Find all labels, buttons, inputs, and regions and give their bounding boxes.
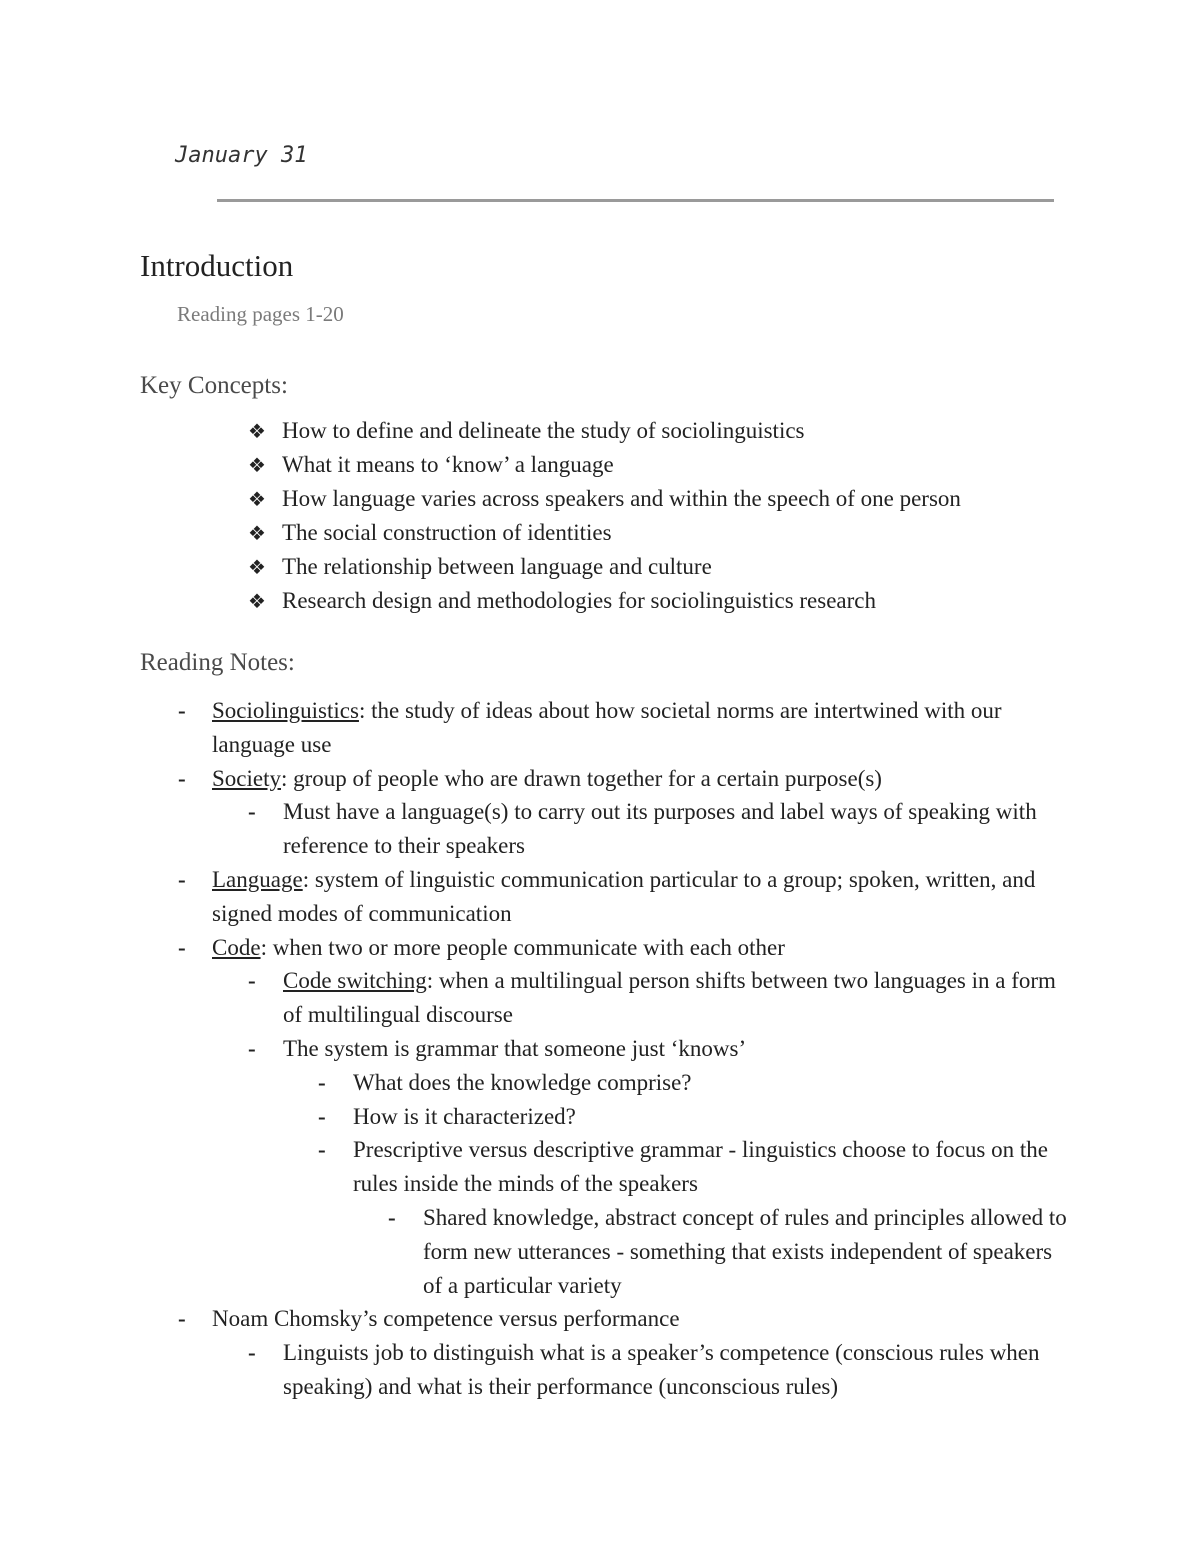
note-item (176, 863, 1076, 931)
note-item (176, 1133, 1076, 1201)
key-concept-item (248, 516, 961, 550)
four-petal-diamond-icon: ❖ (248, 557, 266, 579)
key-concept-text: What it means to ‘know’ a language (282, 452, 614, 477)
note-item (176, 1032, 1076, 1066)
note-item (176, 1066, 1076, 1100)
four-petal-diamond-icon: ❖ (248, 455, 266, 477)
four-petal-diamond-icon: ❖ (248, 421, 266, 443)
reading-notes-heading: Reading Notes: (140, 649, 295, 676)
four-petal-diamond-icon: ❖ (248, 489, 266, 511)
note-item (176, 1336, 1076, 1404)
key-concept-text: How language varies across speakers and within the speech of one person (282, 486, 961, 511)
key-concepts-heading: Key Concepts: (140, 372, 288, 399)
page-subtitle: Reading pages 1-20 (177, 302, 344, 326)
note-text: What does the knowledge comprise? (353, 1069, 692, 1095)
four-petal-diamond-icon: ❖ (248, 591, 266, 613)
note-text: : system of linguistic communication particular to a group; spoken, written, and signed modes of communication (212, 866, 1036, 926)
note-text: How is it characterized? (353, 1103, 576, 1129)
dash-bullet: - (248, 1035, 256, 1061)
dash-bullet: - (178, 934, 186, 960)
note-item (176, 964, 1076, 1032)
note-item (176, 694, 1076, 762)
reading-notes-list (176, 694, 1076, 1404)
dash-bullet: - (178, 698, 186, 723)
dash-bullet: - (178, 1306, 186, 1332)
dash-bullet: - (178, 866, 186, 892)
dash-bullet: - (318, 1137, 326, 1163)
note-term: Code (212, 934, 261, 960)
dash-bullet: - (248, 1340, 256, 1366)
dash-bullet: - (318, 1103, 326, 1129)
note-item (176, 1100, 1076, 1134)
key-concept-item (248, 550, 961, 584)
note-item (176, 931, 1076, 965)
key-concept-text: The relationship between language and culture (282, 554, 712, 579)
note-text: : group of people who are drawn together for a certain purpose(s) (281, 765, 882, 791)
note-text: : when a multilingual person shifts between two languages in a form of multilingual discourse (283, 968, 1056, 1028)
note-item (176, 762, 1076, 796)
key-concept-item (248, 584, 961, 618)
note-text: Shared knowledge, abstract concept of rules and principles allowed to form new utterances - something that exists independent of speakers of a particular variety (423, 1204, 1067, 1298)
note-text: : the study of ideas about how societal norms are intertwined with our language use (212, 698, 1002, 757)
note-text: : when two or more people communicate with each other (260, 934, 785, 960)
dash-bullet: - (248, 799, 256, 825)
date-label: January 31 (175, 143, 308, 168)
key-concept-text: The social construction of identities (282, 520, 612, 545)
note-item (176, 795, 1076, 863)
key-concepts-list (248, 414, 961, 618)
dash-bullet: - (318, 1069, 326, 1095)
note-term: Language (212, 866, 303, 892)
note-item (176, 1302, 1076, 1336)
key-concept-item (248, 482, 961, 516)
page-title: Introduction (140, 248, 294, 283)
note-text: Linguists job to distinguish what is a speaker’s competence (conscious rules when speaking) and what is their performance (unconscious rules) (283, 1340, 1040, 1399)
note-term: Sociolinguistics (212, 698, 359, 723)
note-text: Must have a language(s) to carry out its purposes and label ways of speaking with reference to their speakers (283, 799, 1037, 859)
dash-bullet: - (178, 765, 186, 791)
header-divider (217, 199, 1054, 202)
note-text: Prescriptive versus descriptive grammar - linguistics choose to focus on the rules inside the minds of the speakers (353, 1137, 1048, 1197)
key-concept-text: Research design and methodologies for sociolinguistics research (282, 588, 877, 613)
note-term: Society (212, 765, 281, 791)
dash-bullet: - (248, 968, 256, 994)
key-concept-item (248, 448, 961, 482)
note-item (176, 1201, 1076, 1302)
note-text: The system is grammar that someone just ‘knows’ (283, 1035, 747, 1061)
key-concept-text: How to define and delineate the study of sociolinguistics (282, 418, 805, 443)
dash-bullet: - (388, 1204, 396, 1230)
four-petal-diamond-icon: ❖ (248, 523, 266, 545)
key-concept-item (248, 414, 961, 448)
note-term: Code switching (283, 968, 427, 994)
note-text: Noam Chomsky’s competence versus performance (212, 1306, 680, 1332)
